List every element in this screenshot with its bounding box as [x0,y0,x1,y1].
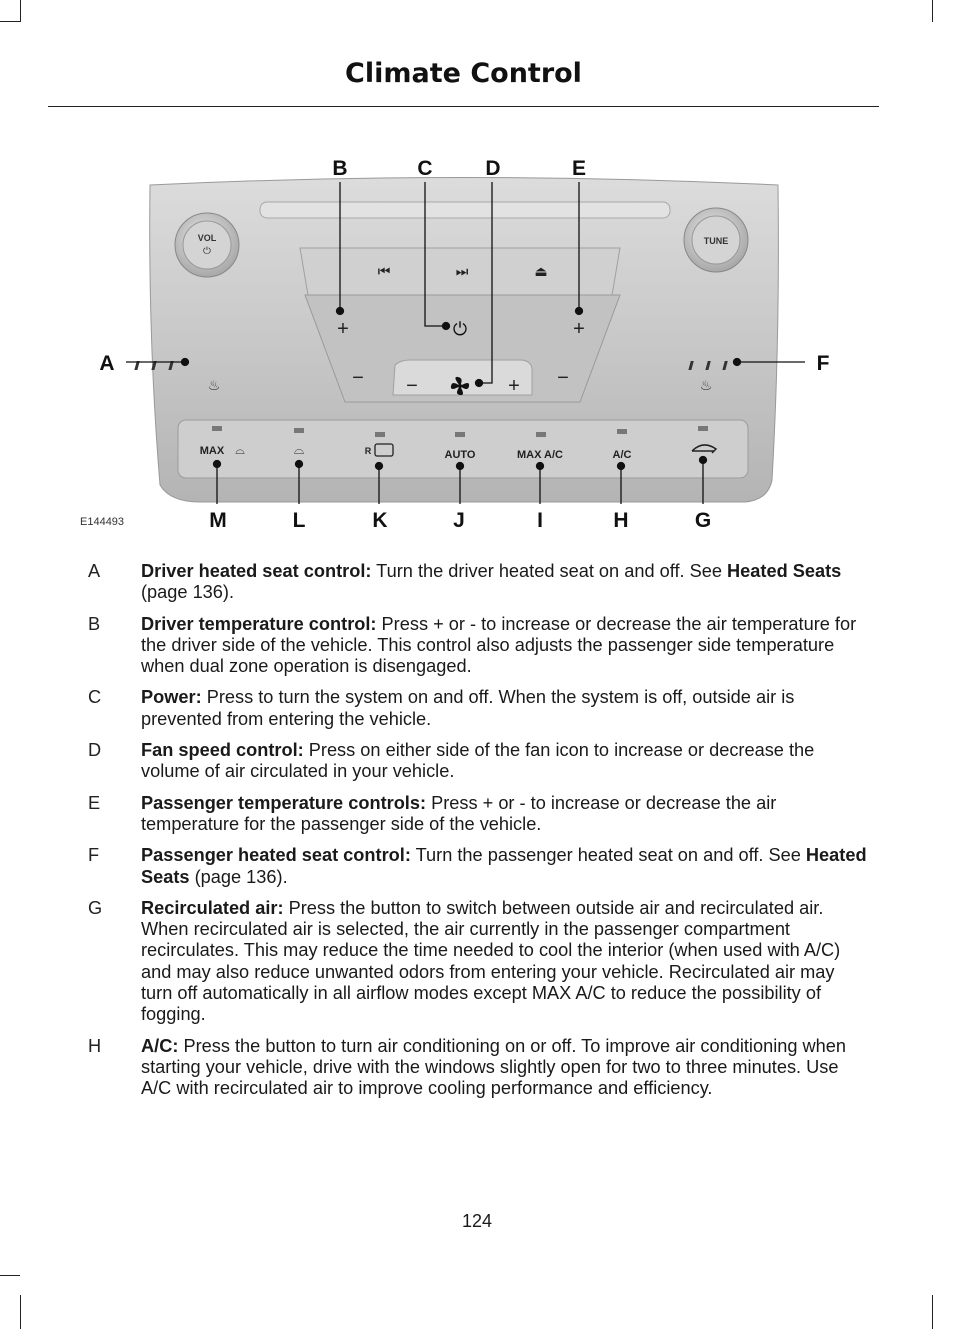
item-body: Turn the passenger heated seat on and off. See [410,845,806,866]
item-text [141,1036,870,1100]
list-item [88,845,870,888]
callout-dot-b [337,308,344,315]
list-item [88,614,870,678]
crop-mark [20,0,21,22]
callout-dot-f [734,359,741,366]
figure-id: E144493 [80,516,125,528]
list-item [88,740,870,783]
next-track-icon: ⏭ [455,264,469,280]
item-term: Passenger heated seat control: [141,845,411,866]
indicator-lamp [294,428,304,433]
crop-mark [932,0,933,22]
item-text [141,740,870,783]
passenger-temp-plus: + [573,318,585,340]
item-text [141,614,870,678]
ac-label: A/C [612,449,632,461]
tune-label: TUNE [703,236,729,246]
item-body: Press to turn the system on and off. When the system is off, outside air is prevented from entering the vehicle. [141,687,795,729]
item-text [141,845,870,888]
callout-h: H [613,509,629,532]
indicator-lamp [455,432,465,437]
callout-l: L [292,509,306,532]
item-letter: D [88,740,102,761]
callout-f: F [816,352,830,375]
callout-dot-a [182,359,189,366]
crop-mark [0,21,20,22]
climate-control-figure [0,140,954,540]
passenger-temp-minus: − [557,367,569,389]
indicator-lamp [698,426,708,431]
defrost-icon: ⌓ [293,443,305,458]
item-text [141,561,870,604]
item-body: Press + or - to increase or decrease the air temperature for the passenger side of the vehicle. [141,792,777,834]
item-letter: C [88,687,102,708]
callout-dot-e [576,308,583,315]
cd-slot [260,202,670,218]
item-letter: B [88,613,101,634]
item-text [141,898,870,1026]
title-divider [48,106,879,107]
indicator-lamp [617,429,627,434]
item-text [141,687,870,730]
callout-e: E [571,157,587,180]
callout-j: J [453,509,465,532]
cross-reference-link[interactable]: Heated Seats [141,845,867,887]
driver-temp-plus: + [337,318,349,340]
item-letter: A [88,561,101,581]
crop-mark [0,1275,20,1276]
description-list [88,561,870,1110]
crop-mark [20,1295,21,1329]
item-term: Driver heated seat control: [141,561,372,581]
page-reference: (page 136). [189,866,288,887]
fan-plus: + [508,375,520,397]
item-body: Press + or - to increase or decrease the air temperature for the driver side of the vehicle. This control also adjusts the passenger side temperature when dual zone operation is disengaged. [141,613,857,677]
indicator-lamp [536,432,546,437]
callout-k: K [372,509,388,532]
item-text [141,793,870,836]
item-term: A/C: [141,1035,179,1056]
max-ac-label: MAX A/C [516,449,564,461]
item-term: Driver temperature control: [141,613,377,634]
max-defrost-label: MAX [199,445,225,457]
power-icon: ⏻ [452,319,468,340]
item-term: Fan speed control: [141,740,304,761]
cross-reference-link[interactable]: Heated Seats [727,561,842,581]
item-body: Press the button to turn air conditioning on or off. To improve air conditioning when starting your vehicle, drive with the windows slightly open for two to three minutes. Use A/C with recirculated air to improve cooling performance and efficiency. [141,1035,846,1099]
callout-b: B [332,157,348,180]
indicator-lamp [375,432,385,437]
callout-dot-d [476,380,483,387]
previous-track-icon: ⏮ [377,264,391,280]
item-letter: F [88,845,100,866]
item-letter: G [88,897,103,918]
callout-c: C [417,157,433,180]
rear-defrost-r-label: R [364,446,372,456]
crop-mark [932,1295,933,1329]
item-term: Recirculated air: [141,897,284,918]
callout-i: I [537,509,543,532]
item-body: Press on either side of the fan icon to increase or decrease the volume of air circulated in your vehicle. [141,740,815,782]
list-item [88,1036,870,1100]
climate-panel-illustration [0,140,954,540]
item-term: Power: [141,687,202,708]
vol-label: VOL [197,233,217,243]
item-body: Press the button to switch between outside air and recirculated air. When recirculated air is selected, the air currently in the passenger compartment recirculates. This may reduce the time needed to cool the interior (when used with A/C) and may also reduce unwanted odors from entering your vehicle. Recirculated air may turn off automatically in all airflow modes except MAX A/C to reduce the possibility of fogging. [141,897,841,1025]
svg-text:♨: ♨ [699,378,713,394]
callout-dot-c [443,323,450,330]
list-item [88,687,870,730]
page-number: 124 [461,1211,493,1231]
list-item [88,793,870,836]
max-defrost-icon: ⌓ [235,443,245,457]
item-term: Passenger temperature controls: [141,792,427,813]
vol-power-icon: ⏻ [203,246,211,257]
item-body: Turn the driver heated seat on and off. See [371,561,728,581]
list-item [88,898,870,1026]
driver-temp-minus: − [352,367,364,389]
page-title: Climate Control [345,58,582,89]
item-letter: E [88,792,101,813]
page-reference: (page 136). [141,582,235,603]
fan-minus: − [406,375,418,397]
callout-m: M [209,509,227,532]
indicator-lamp [212,426,222,431]
svg-text:♨: ♨ [207,378,221,394]
callout-g: G [694,509,712,532]
auto-label: AUTO [444,449,476,461]
item-letter: H [88,1035,102,1056]
eject-icon: ⏏ [534,264,548,280]
list-item [88,561,870,604]
callout-d: D [485,157,501,180]
callout-a: A [99,352,115,375]
